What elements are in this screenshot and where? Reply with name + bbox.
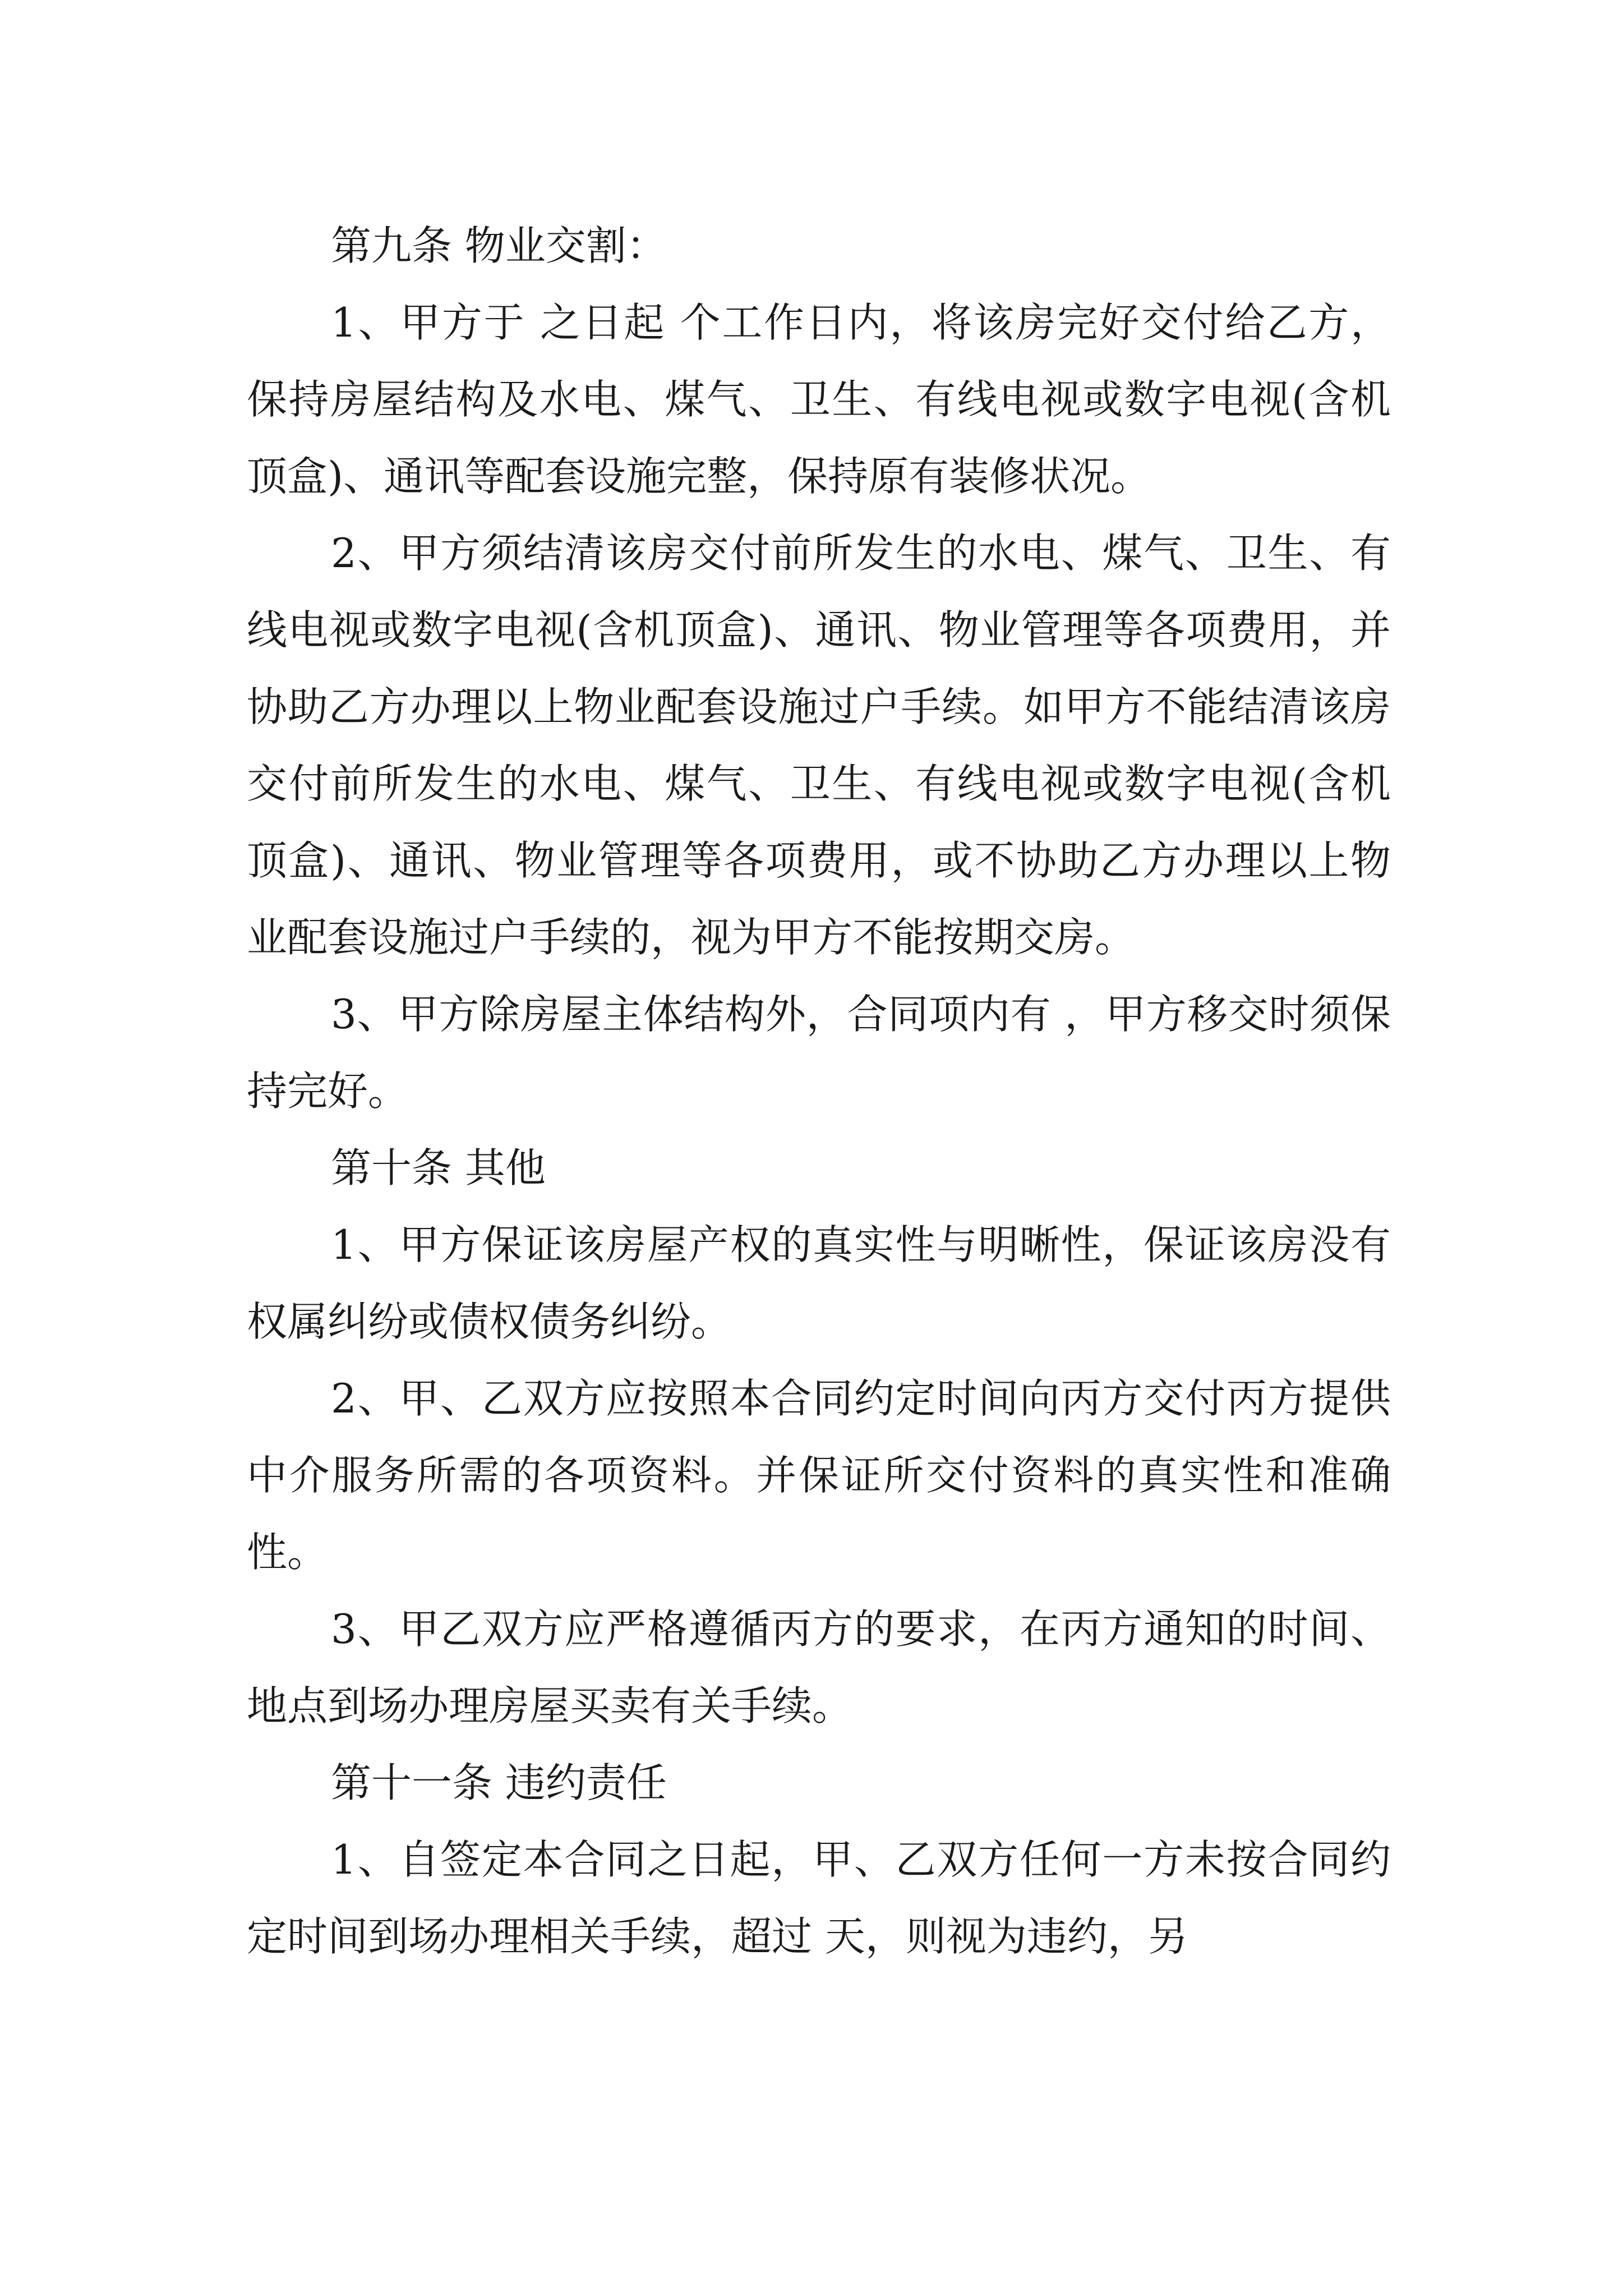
section-10-title: 第十条 其他 (331, 1144, 546, 1191)
section-9-title: 第九条 物业交割： (331, 222, 667, 269)
section-9-item-1: 1、甲方于 之日起 个工作日内，将该房完好交付给乙方，保持房屋结构及水电、煤气、卫生、有线电视或数字电视(含机顶盒)、通讯等配套设施完整，保持原有装修状况。 (247, 299, 1391, 500)
section-9-item-3: 3、甲方除房屋主体结构外，合同项内有 ，甲方移交时须保持完好。 (247, 991, 1391, 1115)
section-10-item-2: 2、甲、乙双方应按照本合同约定时间向丙方交付丙方提供中介服务所需的各项资料。并保证所交付资料的真实性和准确性。 (247, 1375, 1391, 1576)
section-10-item-1: 1、甲方保证该房屋产权的真实性与明晰性，保证该房没有权属纠纷或债权债务纠纷。 (247, 1221, 1391, 1345)
section-9-item-2: 2、甲方须结清该房交付前所发生的水电、煤气、卫生、有线电视或数字电视(含机顶盒)、通讯、物业管理等各项费用，并协助乙方办理以上物业配套设施过户手续。如甲方不能结清该房交付前所发生的水电、煤气、卫生、有线电视或数字电视(含机顶盒)、通讯、物业管理等各项费用，或不协助乙方办理以上物业配套设施过户手续的，视为甲方不能按期交房。 (247, 530, 1391, 961)
section-11-item-1: 1、自签定本合同之日起，甲、乙双方任何一方未按合同约定时间到场办理相关手续，超过 天，则视为违约，另 (247, 1836, 1391, 1960)
section-11-title: 第十一条 违约责任 (331, 1759, 667, 1806)
document-page (247, 208, 1391, 1975)
section-10-item-3: 3、甲乙双方应严格遵循丙方的要求，在丙方通知的时间、地点到场办理房屋买卖有关手续。 (247, 1605, 1391, 1729)
